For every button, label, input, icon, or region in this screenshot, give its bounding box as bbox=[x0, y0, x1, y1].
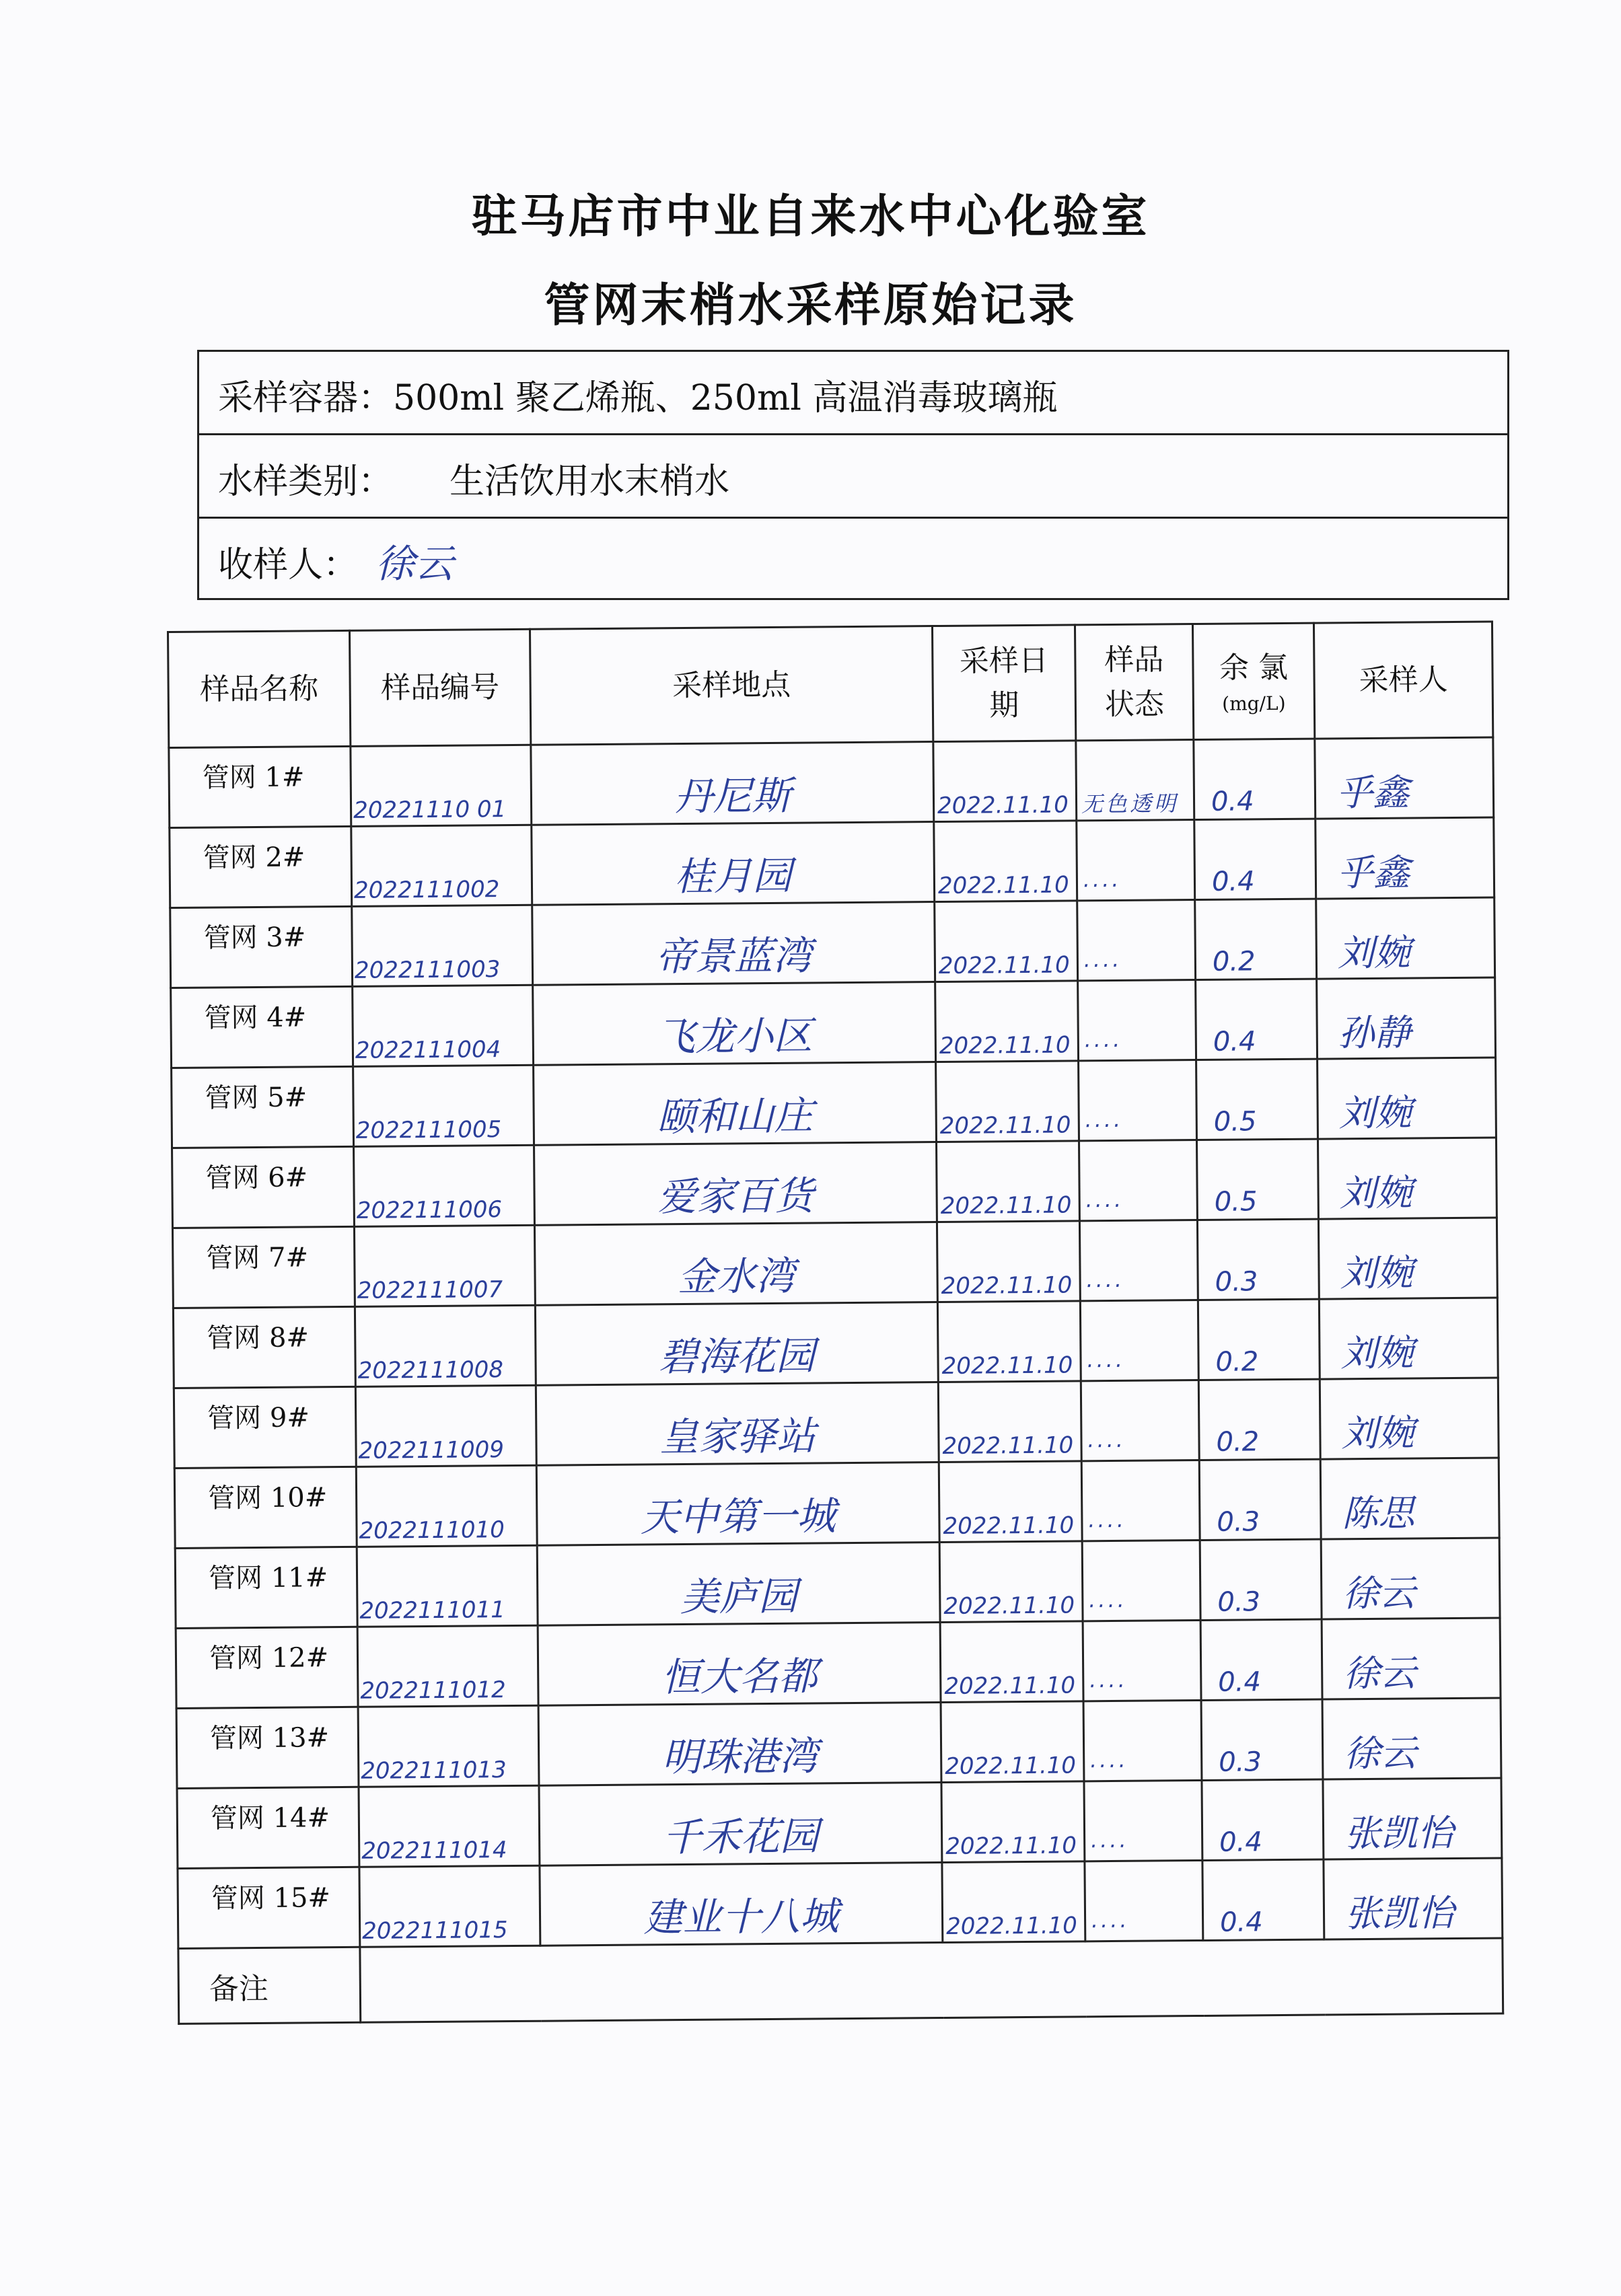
sampler-signature: 徐云 bbox=[1321, 1538, 1500, 1619]
sample-date: 2022.11.10 bbox=[933, 741, 1077, 822]
sample-date: 2022.11.10 bbox=[941, 1781, 1085, 1863]
sample-date: 2022.11.10 bbox=[936, 1061, 1079, 1142]
sample-date: 2022.11.10 bbox=[939, 1541, 1083, 1623]
sample-number: 2022111002 bbox=[351, 825, 532, 906]
form-title: 驻马店市中业自来水中心化验室 bbox=[471, 190, 1150, 244]
sampler-signature: 刘婉 bbox=[1318, 1138, 1497, 1219]
table-row bbox=[172, 1218, 1497, 1308]
sampler-signature: 陈思 bbox=[1320, 1458, 1499, 1539]
sample-number: 2022111003 bbox=[352, 905, 533, 986]
sample-type-row bbox=[199, 435, 1507, 519]
residual-chlorine: 0.5 bbox=[1196, 1059, 1318, 1140]
residual-chlorine: 0.3 bbox=[1200, 1539, 1322, 1620]
sample-date: 2022.11.10 bbox=[934, 821, 1077, 902]
table-row bbox=[176, 1698, 1501, 1788]
sample-date: 2022.11.10 bbox=[937, 1141, 1080, 1222]
sample-state: ···· bbox=[1077, 900, 1196, 981]
sample-location: 帝景蓝湾 bbox=[532, 902, 935, 986]
sample-type-label: 水样类别： bbox=[218, 461, 394, 502]
header-date-line1: 采样日 bbox=[959, 643, 1049, 679]
sample-location: 恒大名都 bbox=[538, 1623, 941, 1706]
header-chlorine bbox=[1192, 623, 1314, 739]
sample-location: 皇家驿站 bbox=[536, 1382, 939, 1466]
table-row bbox=[169, 737, 1494, 827]
sampler-signature: 张凯怡 bbox=[1324, 1858, 1503, 1939]
sample-state: ···· bbox=[1082, 1540, 1200, 1621]
remark-cell bbox=[360, 1938, 1503, 2022]
residual-chlorine: 0.3 bbox=[1197, 1219, 1319, 1300]
sample-location: 丹尼斯 bbox=[531, 742, 934, 825]
table-row bbox=[178, 1858, 1503, 1948]
sampler-signature: 乎鑫 bbox=[1315, 737, 1494, 819]
sample-number: 2022111008 bbox=[355, 1305, 536, 1386]
sample-location: 飞龙小区 bbox=[533, 982, 936, 1066]
sampling-table bbox=[167, 621, 1504, 2025]
sample-state: ···· bbox=[1083, 1700, 1202, 1781]
sample-state: ···· bbox=[1079, 1060, 1197, 1141]
sample-location: 天中第一城 bbox=[536, 1462, 939, 1546]
residual-chlorine: 0.4 bbox=[1194, 739, 1316, 819]
table-row bbox=[173, 1298, 1498, 1388]
residual-chlorine: 0.5 bbox=[1196, 1139, 1318, 1220]
sample-name: 管网 9# bbox=[174, 1386, 356, 1468]
header-state bbox=[1075, 624, 1193, 741]
sample-state: ···· bbox=[1077, 820, 1195, 901]
residual-chlorine: 0.2 bbox=[1195, 899, 1317, 979]
residual-chlorine: 0.2 bbox=[1198, 1299, 1320, 1380]
sampler-signature: 乎鑫 bbox=[1316, 817, 1494, 899]
sample-number: 2022111012 bbox=[357, 1625, 538, 1707]
sampler-signature: 刘婉 bbox=[1319, 1298, 1498, 1379]
sample-number: 2022111013 bbox=[358, 1705, 539, 1787]
sample-location: 千禾花园 bbox=[539, 1783, 942, 1866]
header-chlorine-unit: (mg/L) bbox=[1222, 692, 1286, 715]
table-row bbox=[175, 1538, 1500, 1628]
sample-date: 2022.11.10 bbox=[938, 1381, 1081, 1462]
table-row bbox=[170, 897, 1495, 988]
sample-number: 2022111009 bbox=[355, 1385, 536, 1467]
residual-chlorine: 0.3 bbox=[1199, 1459, 1321, 1540]
sample-location: 桂月园 bbox=[532, 822, 935, 905]
sample-name: 管网 14# bbox=[177, 1787, 359, 1868]
sample-name: 管网 8# bbox=[173, 1306, 355, 1388]
sample-state: ···· bbox=[1083, 1620, 1201, 1701]
table-row bbox=[174, 1378, 1499, 1468]
form-subtitle: 管网末梢水采样原始记录 bbox=[544, 279, 1077, 332]
sample-location: 金水湾 bbox=[534, 1222, 937, 1306]
residual-chlorine: 0.2 bbox=[1198, 1379, 1320, 1460]
sample-date: 2022.11.10 bbox=[937, 1301, 1081, 1382]
sample-state: ···· bbox=[1081, 1460, 1200, 1541]
sample-name: 管网 15# bbox=[178, 1867, 360, 1948]
sampler-signature: 孙静 bbox=[1317, 977, 1496, 1059]
table-row bbox=[174, 1458, 1499, 1548]
sampler-signature: 刘婉 bbox=[1316, 897, 1495, 979]
sample-number: 2022111015 bbox=[359, 1865, 540, 1947]
sample-name: 管网 10# bbox=[174, 1467, 357, 1548]
sampler-signature: 徐云 bbox=[1322, 1618, 1501, 1699]
sample-state: ···· bbox=[1079, 1140, 1197, 1221]
header-location: 采样地点 bbox=[530, 626, 933, 745]
receiver-row bbox=[199, 519, 1507, 599]
sample-name: 管网 5# bbox=[172, 1066, 354, 1148]
sample-name: 管网 13# bbox=[176, 1707, 359, 1788]
table-row bbox=[172, 1138, 1497, 1228]
sample-state: 无色透明 bbox=[1076, 740, 1194, 821]
header-sampler: 采样人 bbox=[1313, 622, 1492, 739]
sample-type-value: 生活饮用水末梢水 bbox=[449, 461, 730, 502]
sample-name: 管网 1# bbox=[169, 746, 351, 827]
sample-location: 美庐园 bbox=[537, 1543, 940, 1626]
sample-name: 管网 7# bbox=[172, 1226, 355, 1308]
sample-number: 2022111004 bbox=[353, 985, 534, 1066]
sample-date: 2022.11.10 bbox=[940, 1621, 1083, 1703]
container-label: 采样容器：500ml 聚乙烯瓶、250ml 高温消毒玻璃瓶 bbox=[218, 378, 1058, 418]
residual-chlorine: 0.4 bbox=[1200, 1619, 1322, 1700]
table-row bbox=[172, 1058, 1497, 1148]
residual-chlorine: 0.4 bbox=[1202, 1859, 1324, 1940]
remark-row bbox=[178, 1938, 1503, 2024]
sample-state: ···· bbox=[1085, 1860, 1203, 1941]
residual-chlorine: 0.4 bbox=[1202, 1779, 1324, 1860]
sampler-signature: 徐云 bbox=[1322, 1698, 1501, 1779]
header-chlorine-line1: 余 氯 bbox=[1219, 650, 1289, 686]
sample-state: ···· bbox=[1080, 1300, 1198, 1380]
sample-name: 管网 2# bbox=[170, 826, 352, 908]
sample-name: 管网 6# bbox=[172, 1146, 355, 1228]
sample-state: ···· bbox=[1081, 1380, 1199, 1460]
sample-date: 2022.11.10 bbox=[941, 1701, 1084, 1783]
header-date-line2: 期 bbox=[989, 688, 1019, 723]
table-row bbox=[171, 977, 1496, 1068]
table-row bbox=[177, 1778, 1502, 1868]
header-date bbox=[932, 625, 1075, 742]
sampler-signature: 刘婉 bbox=[1320, 1378, 1499, 1459]
sample-name: 管网 4# bbox=[171, 986, 353, 1068]
sample-location: 建业十八城 bbox=[540, 1863, 943, 1946]
table-row bbox=[170, 817, 1494, 908]
sample-date: 2022.11.10 bbox=[935, 981, 1079, 1062]
sample-number: 2022111007 bbox=[354, 1225, 535, 1306]
sample-location: 碧海花园 bbox=[535, 1302, 938, 1386]
sample-date: 2022.11.10 bbox=[939, 1461, 1082, 1543]
sample-state: ···· bbox=[1078, 980, 1196, 1061]
sample-location: 颐和山庄 bbox=[534, 1062, 937, 1146]
sample-state: ···· bbox=[1084, 1780, 1202, 1861]
table-header-row bbox=[168, 622, 1493, 747]
receiver-label: 收样人： bbox=[218, 545, 359, 585]
header-sample-number: 样品编号 bbox=[350, 629, 531, 746]
sampler-signature: 刘婉 bbox=[1318, 1218, 1497, 1299]
sample-number: 2022111010 bbox=[356, 1465, 537, 1547]
remark-label: 备注 bbox=[178, 1947, 361, 2024]
header-state-line2: 状态 bbox=[1104, 686, 1165, 722]
sample-number: 2022111005 bbox=[353, 1065, 534, 1146]
sample-state: ···· bbox=[1079, 1220, 1198, 1300]
container-row bbox=[199, 352, 1507, 435]
sample-number: 20221110 01 bbox=[351, 745, 532, 826]
sample-number: 2022111006 bbox=[354, 1145, 535, 1226]
sample-name: 管网 11# bbox=[175, 1547, 357, 1628]
info-box bbox=[197, 350, 1509, 600]
residual-chlorine: 0.4 bbox=[1196, 979, 1318, 1060]
header-state-line1: 样品 bbox=[1104, 642, 1164, 677]
residual-chlorine: 0.4 bbox=[1194, 819, 1316, 899]
header-sample-name: 样品名称 bbox=[168, 630, 351, 747]
sample-name: 管网 3# bbox=[170, 906, 353, 988]
receiver-signature: 徐云 bbox=[375, 541, 454, 587]
sampler-signature: 刘婉 bbox=[1318, 1058, 1497, 1139]
residual-chlorine: 0.3 bbox=[1201, 1699, 1323, 1780]
sample-location: 明珠港湾 bbox=[538, 1703, 941, 1786]
sample-number: 2022111014 bbox=[359, 1785, 540, 1867]
sample-date: 2022.11.10 bbox=[935, 901, 1078, 982]
sample-location: 爱家百货 bbox=[534, 1142, 937, 1226]
sample-date: 2022.11.10 bbox=[942, 1861, 1085, 1943]
table-row bbox=[176, 1618, 1501, 1708]
sample-number: 2022111011 bbox=[357, 1545, 538, 1627]
sample-date: 2022.11.10 bbox=[937, 1221, 1080, 1302]
sample-name: 管网 12# bbox=[176, 1627, 358, 1708]
sampler-signature: 张凯怡 bbox=[1323, 1778, 1502, 1859]
